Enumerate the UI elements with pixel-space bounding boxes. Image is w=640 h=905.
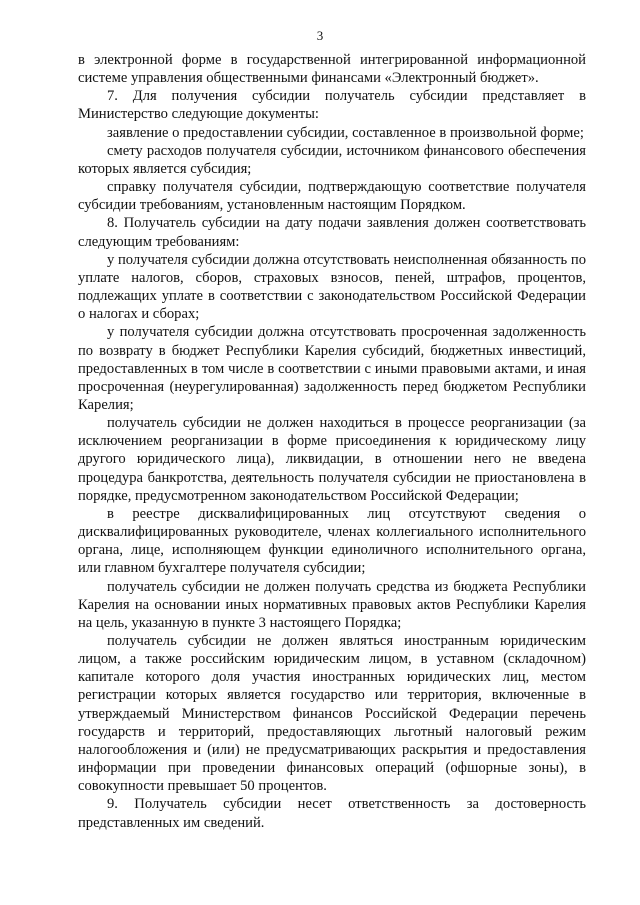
paragraph-disqualified-registry: в реестре дисквалифицированных лиц отсутствуют сведения о дисквалифицированных руководителе, членах коллегиального исполнительного органа, лице, исполняющем функции единоличного исполнительного органа, или главном бухгалтере получателя субсидии; [78, 505, 586, 577]
paragraph-item-7: 7. Для получения субсидии получатель субсидии представляет в Министерство следующие документы: [78, 88, 586, 123]
paragraph-no-overdue-debt: у получателя субсидии должна отсутствовать просроченная задолженность по возврату в бюджет Республики Карелия субсидий, бюджетных инвестиций, предоставленных в том числе в соответствии с иными правовыми актами, и иная просроченная (неурегулированная) задолженность перед бюджетом Республики Карелия; [78, 324, 586, 413]
document-body [78, 51, 586, 832]
paragraph-cost-estimate: смету расходов получателя субсидии, источником финансового обеспечения которых является субсидия; [78, 142, 586, 177]
paragraph-compliance-certificate: справку получателя субсидии, подтверждающую соответствие получателя субсидии требованиям, установленным настоящим Порядком. [78, 179, 586, 214]
paragraph-no-tax-debt: у получателя субсидии должна отсутствовать неисполненная обязанность по уплате налогов, сборов, страховых взносов, пеней, штрафов, процентов, подлежащих уплате в соответствии с законодательством Российской Федерации о налогах и сборах; [78, 251, 586, 323]
paragraph-application: заявление о предоставлении субсидии, составленное в произвольной форме; [107, 124, 584, 141]
paragraph-not-foreign-entity: получатель субсидии не должен являться иностранным юридическим лицом, а также российским юридическим лицом, в уставном (складочном) капитале которого доля участия иностранных юридических лиц, местом регистрации которых является государство или территория, включенные в утверждаемый Министерством финансов Российской Федерации перечень государств и территорий, предоставляющих льготный налоговый режим налогообложения и (или) не предусматривающих раскрытия и предоставления информации при проведении финансовых операций (офшорные зоны), в совокупности превышает 50 процентов. [78, 633, 586, 795]
paragraph-item-9: 9. Получатель субсидии несет ответственность за достоверность представленных им сведений. [78, 796, 586, 831]
paragraph-item-8: 8. Получатель субсидии на дату подачи заявления должен соответствовать следующим требованиям: [78, 215, 586, 250]
paragraph-electronic-budget: в электронной форме в государственной интегрированной информационной системе управления общественными финансами «Электронный бюджет». [78, 52, 586, 87]
paragraph-no-other-funds: получатель субсидии не должен получать средства из бюджета Республики Карелия на основании иных нормативных правовых актов Республики Карелия на цель, указанную в пункте 3 настоящего Порядка; [78, 578, 586, 631]
paragraph-no-reorganization: получатель субсидии не должен находиться в процессе реорганизации (за исключением реорганизации в форме присоединения к юридическому лицу другого юридического лица), ликвидации, в отношении него не введена процедура банкротства, деятельность получателя субсидии не приостановлена в порядке, предусмотренном законодательством Российской Федерации; [78, 415, 586, 504]
page-number: 3 [316, 28, 324, 43]
